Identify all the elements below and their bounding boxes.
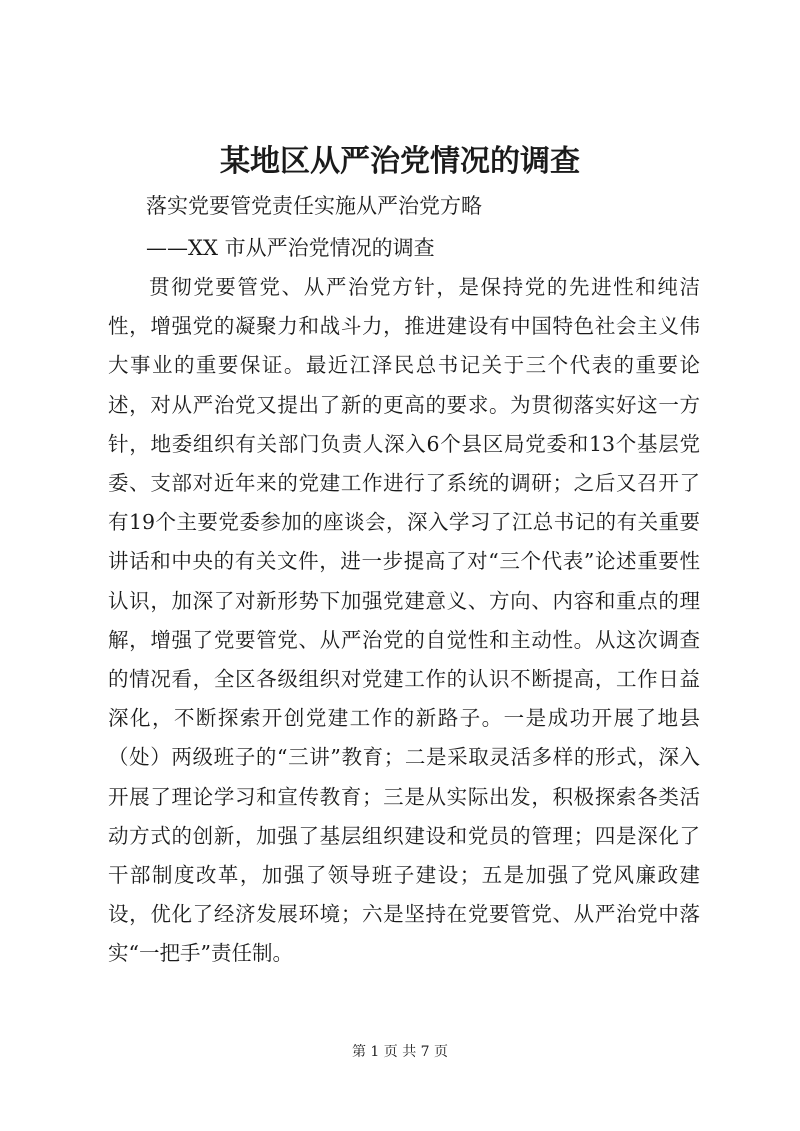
body-paragraph: 贯彻党要管党、从严治党方针，是保持党的先进性和纯洁性，增强党的凝聚力和战斗力，推进建设有中国特色社会主义伟大事业的重要保证。最近江泽民总书记关于三个代表的重要论述，对从严治党又提出了新的更高的要求。为贯彻落实好这一方针，地委组织有关部门负责人深入6个县区局党委和13个基层党委、支部对近年来的党建工作进行了系统的调研；之后又召开了有19个主要党委参加的座谈会，深入学习了江总书记的有关重要讲话和中央的有关文件，进一步提高了对“三个代表”论述重要性认识，加深了对新形势下加强党建意义、方向、内容和重点的理解，增强了党要管党、从严治党的自觉性和主动性。从这次调查的情况看，全区各级组织对党建工作的认识不断提高，工作日益深化，不断探索开创党建工作的新路子。一是成功开展了地县（处）两级班子的“三讲”教育；二是采取灵活多样的形式，深入开展了理论学习和宣传教育；三是从实际出发，积极探索各类活动方式的创新，加强了基层组织建设和党员的管理；四是深化了干部制度改革，加强了领导班子建设；五是加强了党风廉政建设，优化了经济发展环境；六是坚持在党要管党、从严治党中落实“一把手”责任制。 [108, 275, 700, 966]
page-number-footer: 第 1 页 共 7 页 [351, 1044, 449, 1060]
document-title: 某地区从严治党情况的调查 [220, 144, 580, 179]
subtitle-line-1: 落实党要管党责任实施从严治党方略 [146, 194, 482, 218]
subtitle-line-2: ——XX 市从严治党情况的调查 [146, 236, 435, 260]
